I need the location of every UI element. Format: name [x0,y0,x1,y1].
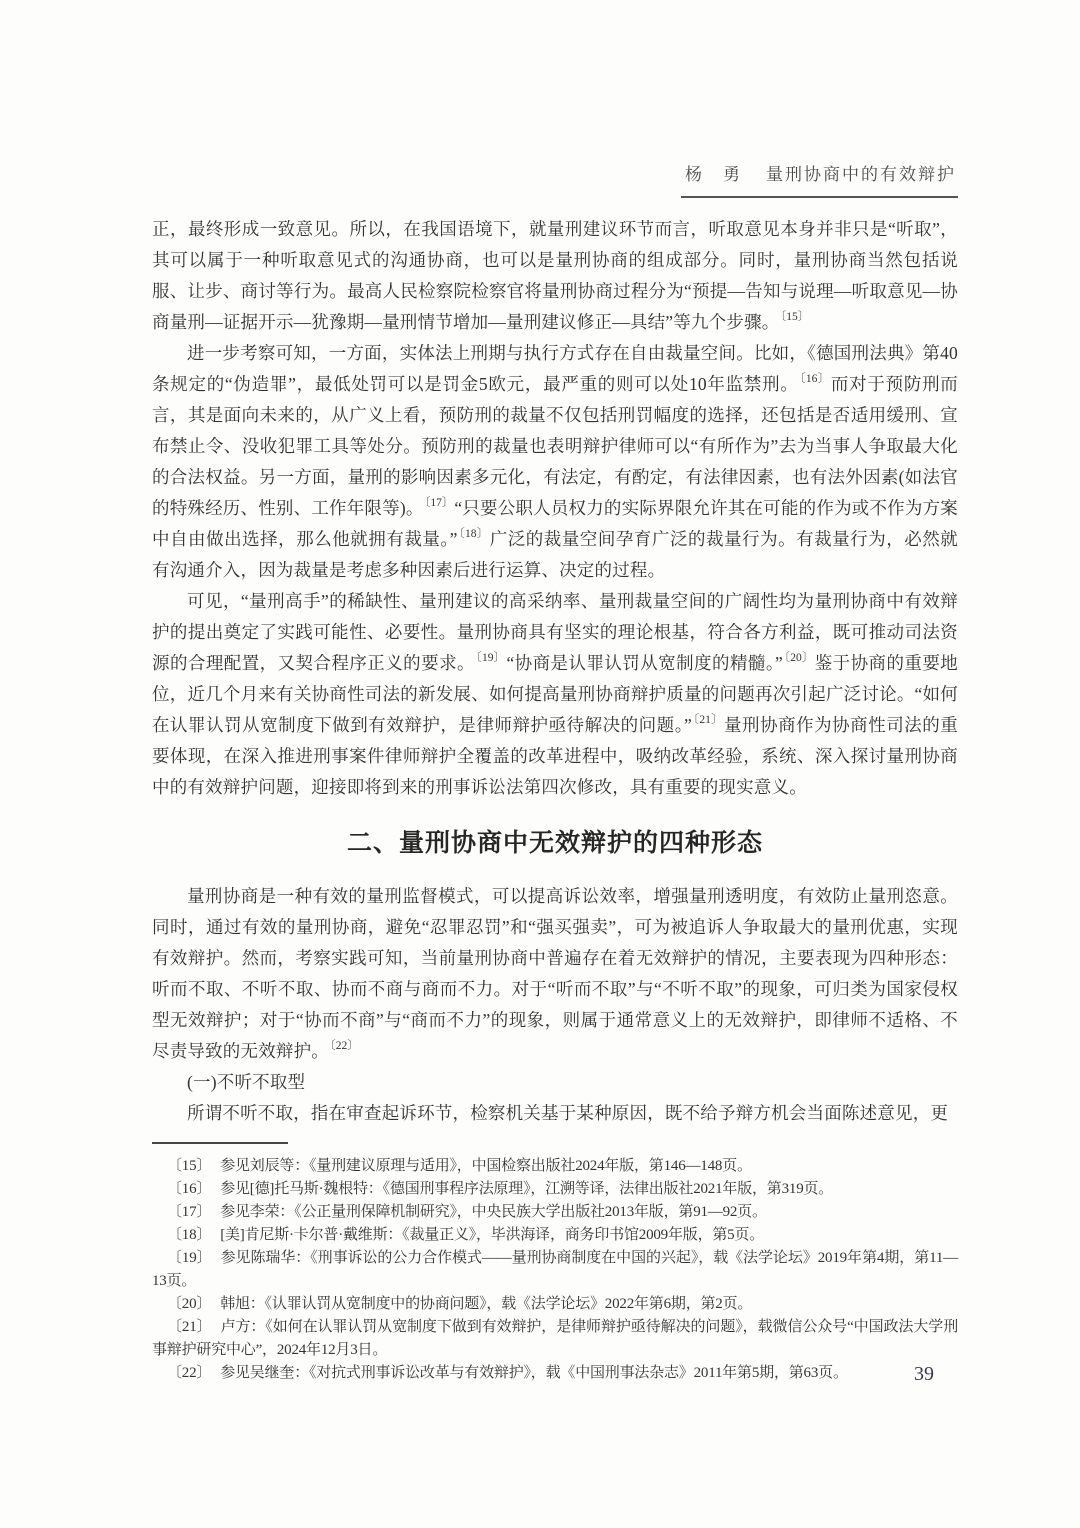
text-run: “协商是认罪认罚从宽制度的精髓。” [506,653,783,673]
footnote-text: 韩旭：《认罪认罚从宽制度中的协商问题》，载《法学论坛》2022年第6期，第2页。 [220,1296,753,1312]
text-run: 量刑协商是一种有效的量刑监督模式，可以提高诉讼效率，增强量刑透明度，有效防止量刑恣意。同时，通过有效的量刑协商，避免“忍罪忍罚”和“强买强卖”，可为被追诉人争取最大的量刑优惠，实现有效辩护。然而，考察实践可知，当前量刑协商中普遍存在着无效辩护的情况，主要表现为四种形态：听而不取、不听不取、协而不商与商而不力。对于“听而不取”与“不听不取”的现象，可归类为国家侵权型无效辩护；对于“协而不商”与“商而不力”的现象，则属于通常意义上的无效辩护，即律师不适格、不尽责导致的无效辩护。 [152,886,958,1061]
page-number: 39 [914,1363,934,1385]
footnote-text: 参见陈瑞华：《刑事诉讼的公力合作模式——量刑协商制度在中国的兴起》，载《法学论坛》2019年第4期，第11—13页。 [152,1250,958,1289]
footnote-label: 〔17〕 [167,1204,212,1220]
paragraph [152,338,958,586]
footnote-label: 〔22〕 [167,1365,212,1381]
footnote-ref: 〔19〕 [475,652,506,665]
paragraph [152,214,958,338]
footnote-text: 参见刘辰等：《量刑建议原理与适用》，中国检察出版社2024年版，第146—148页。 [220,1158,752,1174]
running-head-rule [681,160,958,198]
text-run: “只要公职人员权力的实际界限允许其在可能的作为或不作为方案中自由做出选择，那么他就拥有裁量。” [152,498,958,549]
footnote-label: 〔20〕 [167,1296,212,1312]
footnote [152,1247,958,1293]
text-run: 进一步考察可知，一方面，实体法上刑期与执行方式存在自由裁量空间。比如，《德国刑法典》第40条规定的“伪造罪”，最低处罚可以是罚金5欧元，最严重的则可以处10年监禁刑。 [152,343,958,394]
footnotes [152,1155,958,1385]
footnote-text: [美]肯尼斯·卡尔普·戴维斯：《裁量正义》，毕洪海译，商务印书馆2009年版，第5页。 [220,1227,765,1243]
text-run: 正，最终形成一致意见。所以，在我国语境下，就量刑建议环节而言，听取意见本身并非只是“听取”，其可以属于一种听取意见式的沟通协商，也可以是量刑协商的组成部分。同时，量刑协商当然包括说服、让步、商讨等行为。最高人民检察院检察官将量刑协商过程分为“预提—告知与说理—听取意见—协商量刑—证据开示—犹豫期—量刑情节增加—量刑建议修正—具结”等九个步骤。 [152,219,958,332]
footnote-separator [152,1142,288,1144]
footnote-label: 〔16〕 [167,1181,212,1197]
footnote-ref: 〔20〕 [784,652,814,665]
running-head-title: 量刑协商中的有效辩护 [766,165,956,184]
paragraph [152,881,958,1067]
text-run: 广泛的裁量空间孕育广泛的裁量行为。有裁量行为，必然就有沟通介入，因为裁量是考虑多种因素后进行运算、决定的过程。 [152,529,959,580]
footnote [152,1316,958,1362]
footnote-label: 〔19〕 [167,1250,212,1266]
subsection-heading [152,1067,958,1098]
footnote-label: 〔18〕 [167,1227,212,1243]
running-head [152,160,958,198]
footnote-text: 参见李荣：《公正量刑保障机制研究》，中央民族大学出版社2013年版，第91—92页。 [220,1204,767,1220]
footnote [152,1178,958,1201]
footnote-text: 卢方：《如何在认罪认罚从宽制度下做到有效辩护，是律师辩护亟待解决的问题》，载微信公众号“中国政法大学刑事辩护研究中心”，2024年12月3日。 [152,1319,958,1358]
footnote-ref: 〔16〕 [799,373,830,386]
footnote-text: 参见吴继奎：《对抗式刑事诉讼改革与有效辩护》，载《中国刑事法杂志》2011年第5期，第63页。 [220,1365,848,1381]
section-heading: 二、量刑协商中无效辩护的四种形态 [346,830,763,857]
footnote [152,1224,958,1247]
body-paragraphs-top [152,214,958,803]
footnote [152,1362,958,1385]
page-content [152,160,958,1385]
text-run: (一)不听不取型 [187,1072,306,1092]
footnote-label: 〔15〕 [167,1158,212,1174]
footnote-ref: 〔17〕 [424,497,454,510]
footnote [152,1201,958,1224]
footnote-label: 〔21〕 [167,1319,212,1335]
text-run: 可见，“量刑高手”的稀缺性、量刑建议的高采纳率、量刑裁量空间的广阔性均为量刑协商中有效辩护的提出奠定了实践可能性、必要性。量刑协商具有坚实的理论根基，符合各方利益，既可推动司法资源的合理配置，又契合程序正义的要求。 [152,591,958,673]
paragraph [152,1098,958,1129]
footnote-ref: 〔22〕 [330,1040,359,1053]
footnote-ref: 〔18〕 [458,528,489,541]
text-run: 量刑协商作为协商性司法的重要体现，在深入推进刑事案件律师辩护全覆盖的改革进程中，吸纳改革经验，系统、深入探讨量刑协商中的有效辩护问题，迎接即将到来的刑事诉讼法第四次修改，具有重要的现实意义。 [152,715,959,797]
footnote [152,1155,958,1178]
paragraph [152,586,958,803]
footnote-text: 参见[德]托马斯·魏根特：《德国刑事程序法原理》，江溯等译，法律出版社2021年版，第319页。 [220,1181,834,1197]
footnote-ref: 〔21〕 [692,714,724,727]
body-paragraphs-bottom [152,881,958,1129]
footnote [152,1293,958,1316]
text-run: 而对于预防刑而言，其是面向未来的，从广义上看，预防刑的裁量不仅包括刑罚幅度的选择，还包括是否适用缓刑、宣布禁止令、没收犯罪工具等处分。预防刑的裁量也表明辩护律师可以“有所作为”去为当事人争取最大化的合法权益。另一方面，量刑的影响因素多元化，有法定，有酌定，有法律因素，也有法外因素(如法官的特殊经历、性别、工作年限等)。 [152,374,959,518]
footnote-ref: 〔15〕 [780,311,810,324]
text-run: 鉴于协商的重要地位，近几个月来有关协商性司法的新发展、如何提高量刑协商辩护质量的问题再次引起广泛讨论。“如何在认罪认罚从宽制度下做到有效辩护，是律师辩护亟待解决的问题。” [152,653,959,735]
text-run: 所谓不听不取，指在审查起诉环节，检察机关基于某种原因，既不给予辩方机会当面陈述意见，更 [187,1103,949,1123]
running-head-author: 杨 勇 [685,165,742,184]
